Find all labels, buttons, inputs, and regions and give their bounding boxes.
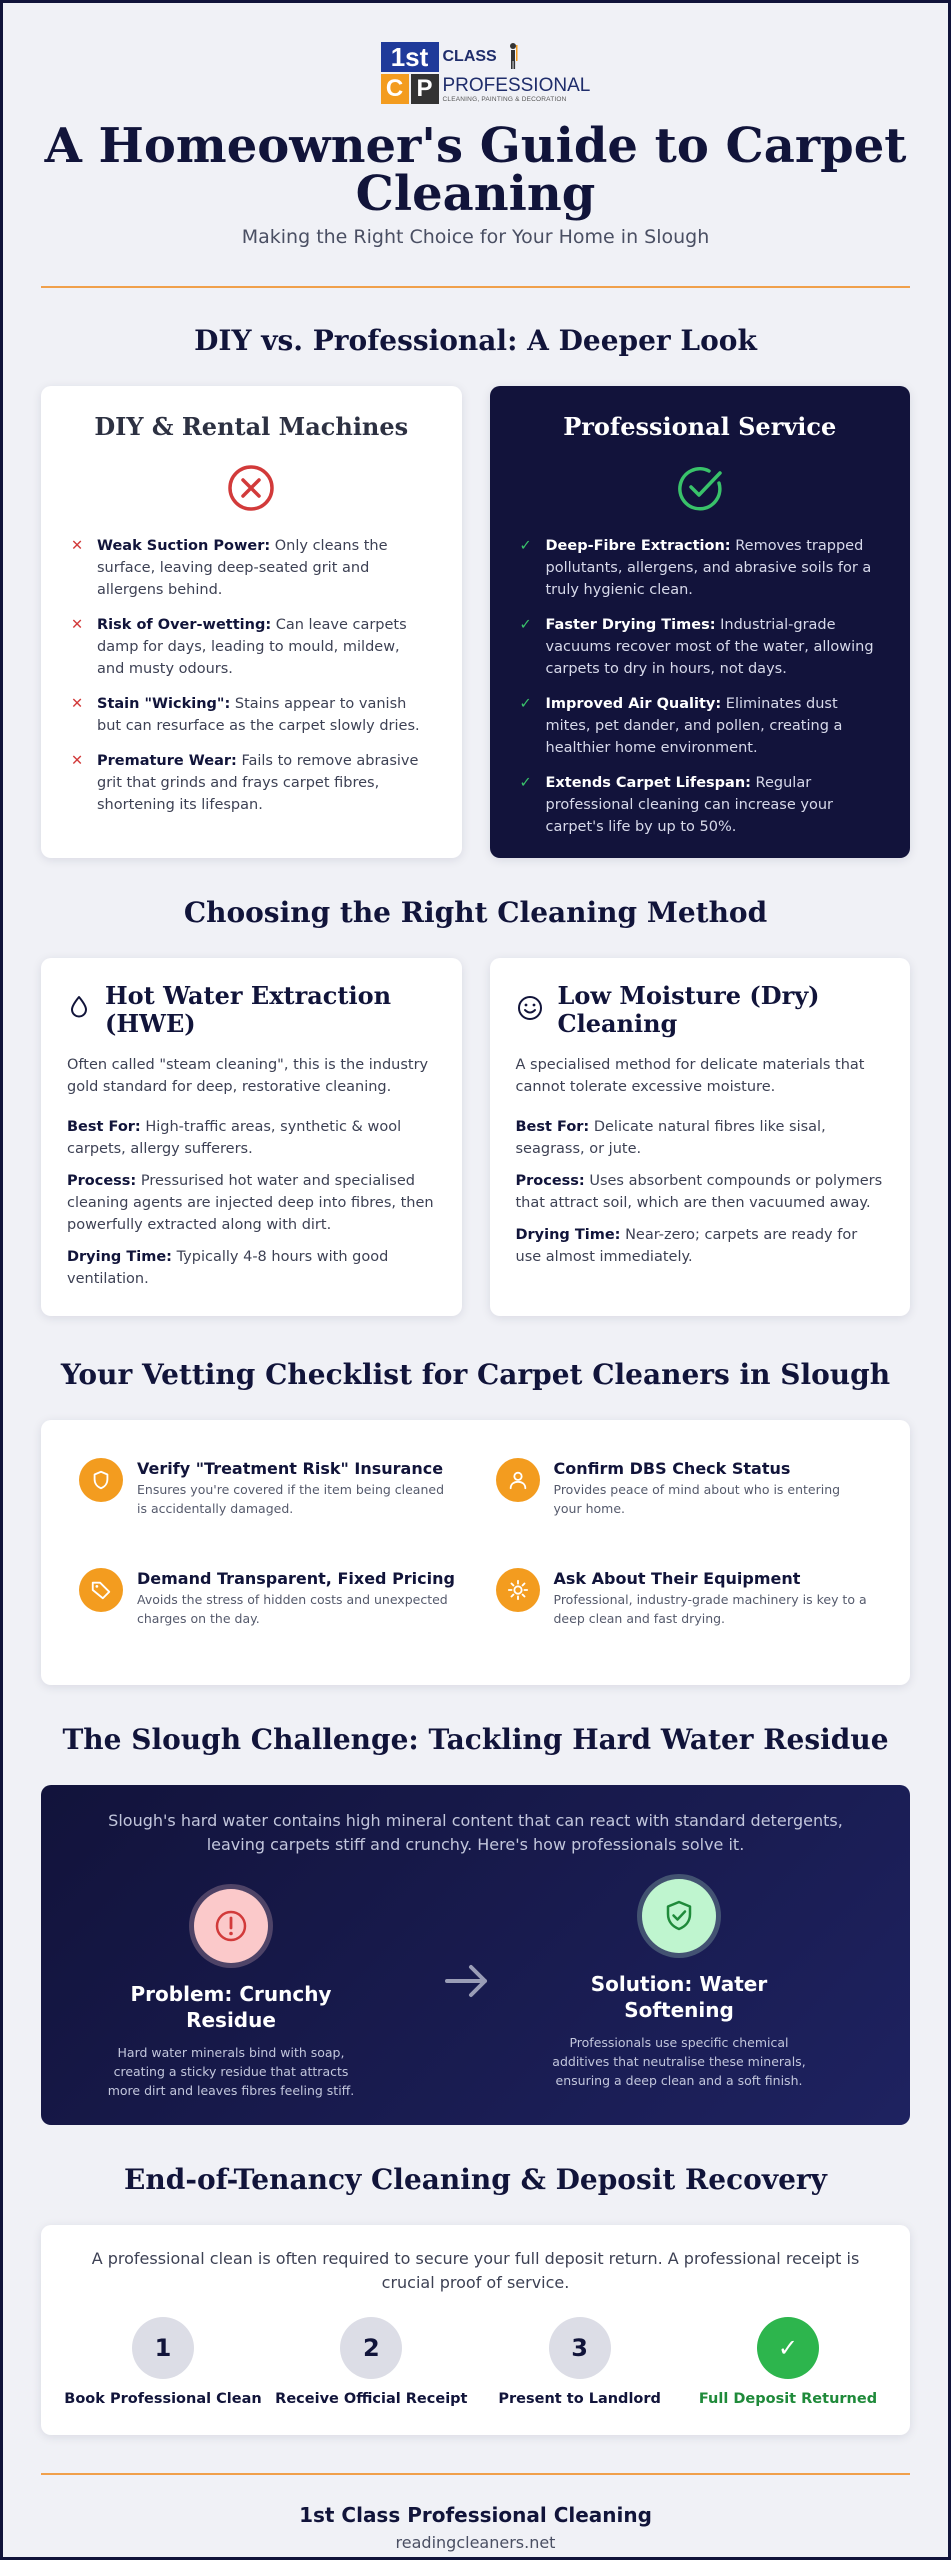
tenancy-heading: End-of-Tenancy Cleaning & Deposit Recovery	[124, 2163, 827, 2196]
comparison-section	[41, 386, 910, 858]
methods-section	[41, 958, 910, 1316]
sun-gear-icon	[507, 1579, 529, 1601]
diy-title: DIY & Rental Machines	[94, 412, 409, 441]
smiley-icon	[516, 994, 544, 1022]
logo-tagline: CLEANING, PAINTING & DECORATION	[442, 96, 567, 103]
checklist-item	[496, 1568, 873, 1648]
checklist-heading: Your Vetting Checklist for Carpet Cleaners in Slough	[60, 1358, 891, 1391]
pro-list	[520, 535, 881, 838]
logo-mark-1st: 1st	[381, 42, 439, 72]
methods-heading: Choosing the Right Cleaning Method	[183, 896, 768, 929]
slough-heading: The Slough Challenge: Tackling Hard Water Residue	[62, 1723, 889, 1756]
dry-best-for: Best For: Delicate natural fibres like sisal, seagrass, or jute.	[515, 1119, 826, 1157]
tenancy-intro: A professional clean is often required to secure your full deposit return. A professional receipt is crucial proof of service.	[91, 2249, 860, 2292]
step-check-icon: ✓	[757, 2317, 819, 2379]
checkmark-icon: ✓	[519, 696, 532, 712]
checklist-item	[79, 1568, 456, 1648]
check-circle-icon	[675, 463, 725, 513]
logo-mark-p: P	[411, 74, 439, 104]
footer-company-name: 1st Class Professional Cleaning	[299, 2503, 652, 2527]
checklist-item-desc: Provides peace of mind about who is entering your home.	[553, 1482, 841, 1516]
problem-block	[101, 1889, 361, 2100]
logo-text-professional: PROFESSIONAL	[442, 75, 591, 96]
hwe-process: Process: Pressurised hot water and specialised cleaning agents are injected deep into fibres, then powerfully extracted along with dirt.	[67, 1173, 434, 1233]
step-label: Book Professional Clean	[64, 2391, 262, 2407]
dry-process: Process: Uses absorbent compounds or polymers that attract soil, which are then vacuumed away.	[515, 1173, 883, 1211]
brand-logo	[381, 42, 591, 106]
water-drop-icon	[67, 994, 91, 1018]
footer-website-link[interactable]: readingcleaners.net	[395, 2533, 556, 2552]
cross-icon: ✕	[71, 696, 84, 712]
divider	[41, 286, 910, 288]
checklist-item-title: Demand Transparent, Fixed Pricing	[137, 1568, 455, 1588]
arrow-right-icon	[443, 1961, 491, 2001]
step-number: 3	[549, 2317, 611, 2379]
tag-icon	[90, 1579, 112, 1601]
checkmark-icon: ✓	[519, 617, 532, 633]
list-item: ✕ Premature Wear: Fails to remove abrasive grit that grinds and frays carpet fibres, shortening its lifespan.	[71, 750, 432, 816]
shield-check-icon	[661, 1898, 697, 1934]
hwe-intro: Often called "steam cleaning", this is the industry gold standard for deep, restorative cleaning.	[67, 1057, 429, 1095]
logo-figure-icon	[505, 42, 521, 70]
hwe-title: Hot Water Extraction (HWE)	[105, 981, 392, 1038]
user-icon	[507, 1469, 529, 1491]
step-label: Full Deposit Returned	[698, 2391, 878, 2407]
step-label: Present to Landlord	[498, 2391, 661, 2407]
solution-block	[549, 1879, 809, 2090]
footer-divider	[41, 2473, 910, 2475]
list-item: ✕ Risk of Over-wetting: Can leave carpets damp for days, leading to mould, mildew, and musty odours.	[71, 614, 432, 680]
x-circle-icon	[226, 463, 276, 513]
list-item: ✓ Faster Drying Times: Industrial-grade vacuums recover most of the water, allowing carpets to dry in hours, not days.	[520, 614, 881, 680]
checklist-item-desc: Professional, industry-grade machinery is key to a deep clean and fast drying.	[553, 1591, 867, 1626]
slough-intro: Slough's hard water contains high mineral content that can react with standard detergents, leaving carpets stiff and crunchy. Here's how professionals solve it.	[108, 1811, 843, 1854]
checklist-item-desc: Avoids the stress of hidden costs and unexpected charges on the day.	[137, 1591, 448, 1626]
solution-desc: Professionals use specific chemical additives that neutralise these minerals, ensuring a deep clean and a soft finish.	[552, 2035, 806, 2088]
hwe-drying-time: Drying Time: Typically 4-8 hours with good ventilation.	[67, 1249, 389, 1287]
page-subtitle: Making the Right Choice for Your Home in Slough	[241, 226, 710, 248]
cross-icon: ✕	[71, 538, 84, 554]
checklist-item-title: Verify "Treatment Risk" Insurance	[137, 1459, 444, 1478]
shield-icon	[90, 1469, 112, 1491]
problem-desc: Hard water minerals bind with soap, creating a sticky residue that attracts more dirt and leaves fibres feeling stiff.	[107, 2045, 355, 2098]
checklist-item	[496, 1458, 873, 1538]
checkmark-icon: ✓	[519, 775, 532, 791]
pro-card	[490, 386, 911, 858]
diy-list	[71, 535, 432, 816]
checklist-card	[41, 1420, 910, 1685]
checklist-item-title: Confirm DBS Check Status	[553, 1459, 791, 1478]
list-item: ✓ Deep-Fibre Extraction: Removes trapped pollutants, allergens, and abrasive soils for a truly hygienic clean.	[520, 535, 881, 601]
solution-title: Solution: Water Softening	[590, 1972, 768, 2022]
dry-card	[490, 958, 911, 1316]
step-label: Receive Official Receipt	[275, 2391, 468, 2407]
hwe-card	[41, 958, 462, 1316]
pro-title: Professional Service	[563, 412, 837, 441]
alert-circle-icon	[213, 1908, 249, 1944]
step-item	[686, 2317, 890, 2407]
checklist-item-title: Ask About Their Equipment	[553, 1568, 801, 1588]
step-item	[269, 2317, 473, 2407]
cross-icon: ✕	[71, 753, 84, 769]
footer	[41, 2503, 910, 2552]
dry-drying-time: Drying Time: Near-zero; carpets are ready for use almost immediately.	[515, 1227, 858, 1265]
checklist-item	[79, 1458, 456, 1538]
cross-icon: ✕	[71, 617, 84, 633]
step-item	[61, 2317, 265, 2407]
diy-card	[41, 386, 462, 858]
tenancy-steps	[61, 2317, 890, 2407]
dry-title: Low Moisture (Dry) Cleaning	[557, 981, 820, 1038]
logo-mark-c: C	[381, 74, 409, 104]
comparison-heading: DIY vs. Professional: A Deeper Look	[194, 324, 757, 357]
logo-text-class: CLASS	[442, 48, 497, 65]
checklist-item-desc: Ensures you're covered if the item being cleaned is accidentally damaged.	[137, 1482, 445, 1516]
list-item: ✕ Stain "Wicking": Stains appear to vanish but can resurface as the carpet slowly dries.	[71, 693, 432, 737]
problem-title: Problem: Crunchy Residue	[130, 1982, 332, 2032]
checkmark-icon: ✓	[519, 538, 532, 554]
step-number: 2	[340, 2317, 402, 2379]
step-item	[478, 2317, 682, 2407]
list-item: ✕ Weak Suction Power: Only cleans the surface, leaving deep-seated grit and allergens behind.	[71, 535, 432, 601]
dry-intro: A specialised method for delicate materials that cannot tolerate excessive moisture.	[515, 1057, 865, 1095]
step-number: 1	[132, 2317, 194, 2379]
list-item: ✓ Extends Carpet Lifespan: Regular professional cleaning can increase your carpet's life by up to 50%.	[520, 772, 881, 838]
page-title: A Homeowner's Guide to Carpet Cleaning	[44, 118, 907, 222]
hwe-best-for: Best For: High-traffic areas, synthetic & wool carpets, allergy sufferers.	[67, 1119, 402, 1157]
tenancy-card	[41, 2225, 910, 2435]
list-item: ✓ Improved Air Quality: Eliminates dust mites, pet dander, and pollen, creating a healthier home environment.	[520, 693, 881, 759]
slough-panel	[41, 1785, 910, 2125]
